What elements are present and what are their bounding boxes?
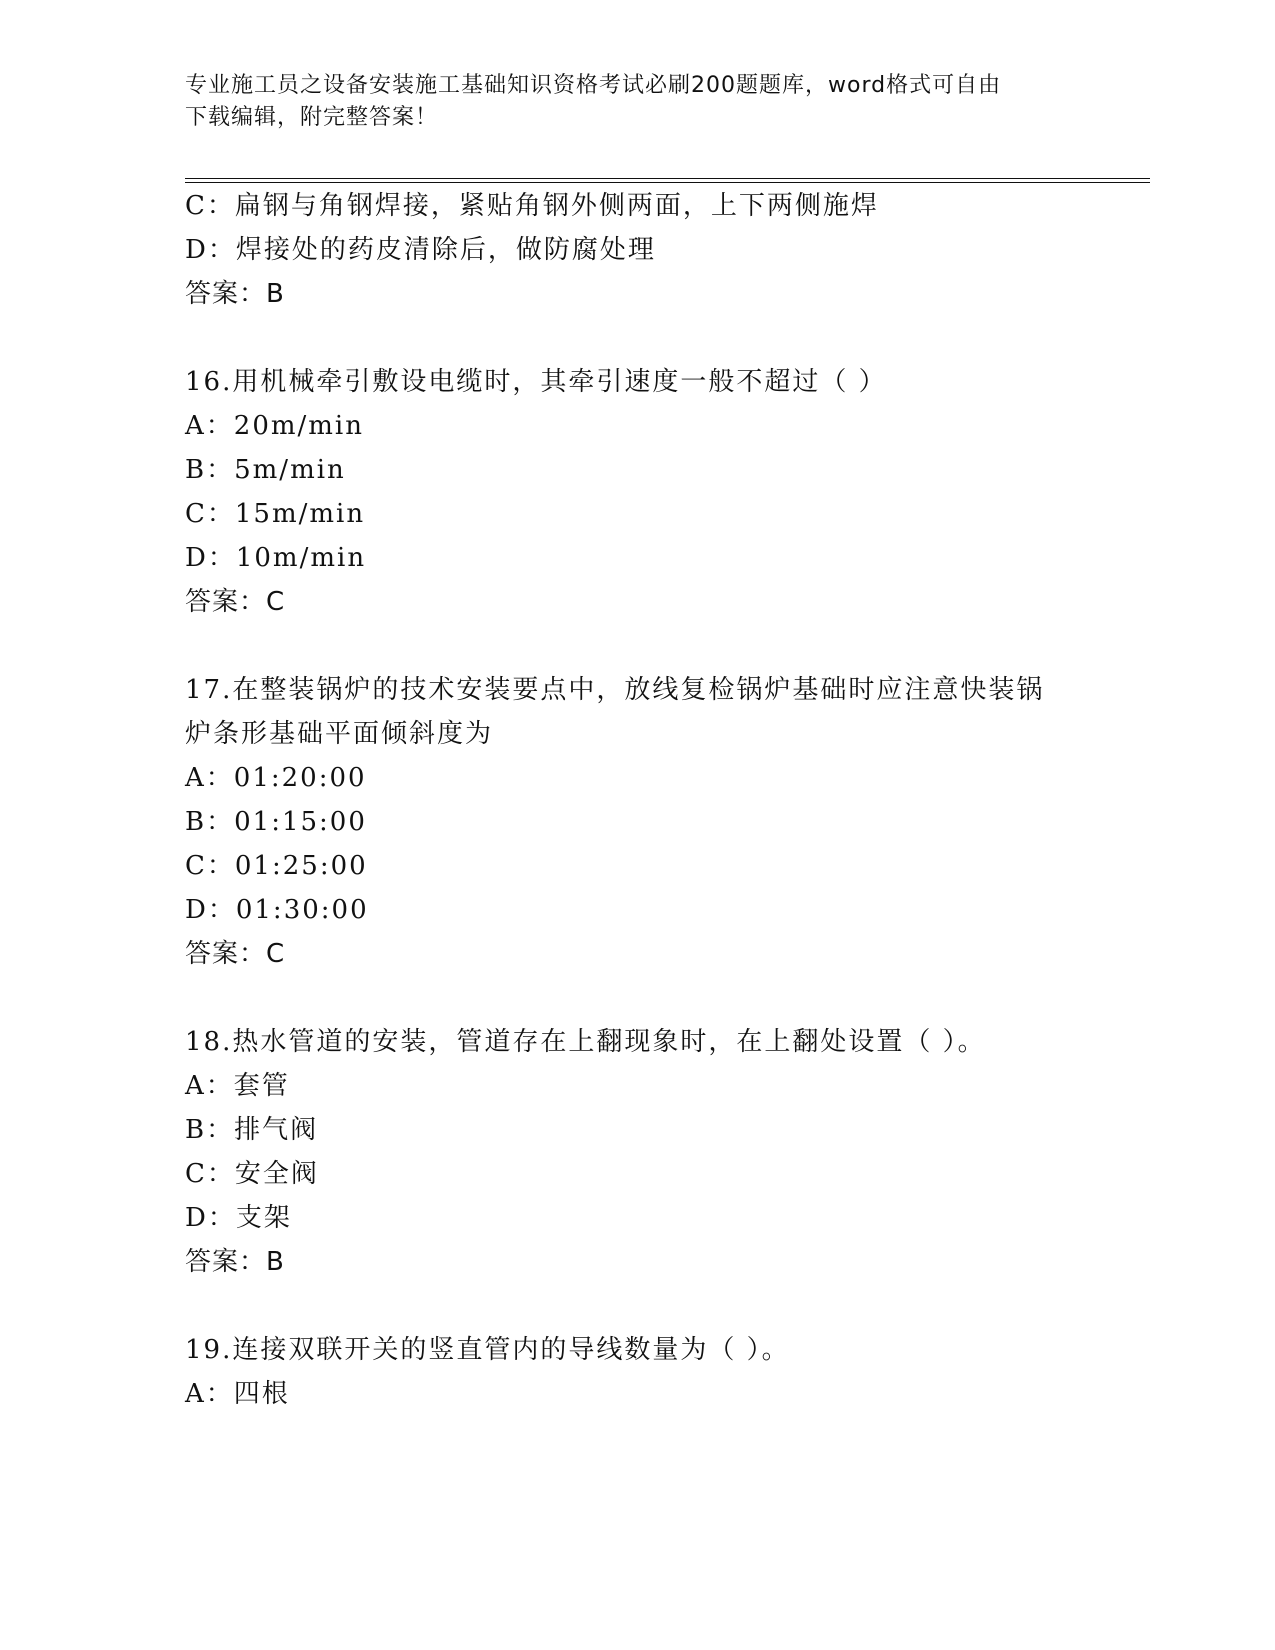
question-18-text: 18.热水管道的安装，管道存在上翻现象时，在上翻处设置（ ）。 (185, 1027, 986, 1057)
answer: 答案：C (185, 587, 286, 617)
option-a: A：套管 (185, 1071, 290, 1101)
header-divider-top (185, 178, 1150, 179)
option-c: C：15m/min (185, 499, 366, 529)
question-16-text: 16.用机械牵引敷设电缆时，其牵引速度一般不超过（ ） (185, 367, 887, 397)
header-divider-bottom (185, 182, 1150, 183)
option-b: B：5m/min (185, 455, 346, 485)
header-line-2: 下载编辑，附完整答案！ (185, 105, 439, 130)
answer: 答案：B (185, 1247, 285, 1277)
option-d: D：01:30:00 (185, 895, 369, 925)
option-b: B：01:15:00 (185, 807, 367, 837)
header-line-1: 专业施工员之设备安装施工基础知识资格考试必刷200题题库，word格式可自由 (185, 73, 1002, 98)
option-c: C：安全阀 (185, 1159, 319, 1189)
question-17-text-cont: 炉条形基础平面倾斜度为 (185, 719, 494, 749)
option-d: D：支架 (185, 1203, 292, 1233)
option-b: B：排气阀 (185, 1115, 319, 1145)
option-a: A：01:20:00 (185, 763, 367, 793)
option-c: C：扁钢与角钢焊接，紧贴角钢外侧两面，上下两侧施焊 (185, 191, 879, 221)
option-c: C：01:25:00 (185, 851, 368, 881)
option-a: A：四根 (185, 1379, 290, 1409)
answer: 答案：B (185, 279, 285, 309)
question-17-text: 17.在整装锅炉的技术安装要点中，放线复检锅炉基础时应注意快装锅 (185, 675, 1045, 705)
option-a: A：20m/min (185, 411, 364, 441)
document-header (185, 70, 1085, 134)
question-19-text: 19.连接双联开关的竖直管内的导线数量为（ ）。 (185, 1335, 790, 1365)
option-d: D：10m/min (185, 543, 367, 573)
option-d: D：焊接处的药皮清除后，做防腐处理 (185, 235, 656, 265)
answer: 答案：C (185, 939, 286, 969)
